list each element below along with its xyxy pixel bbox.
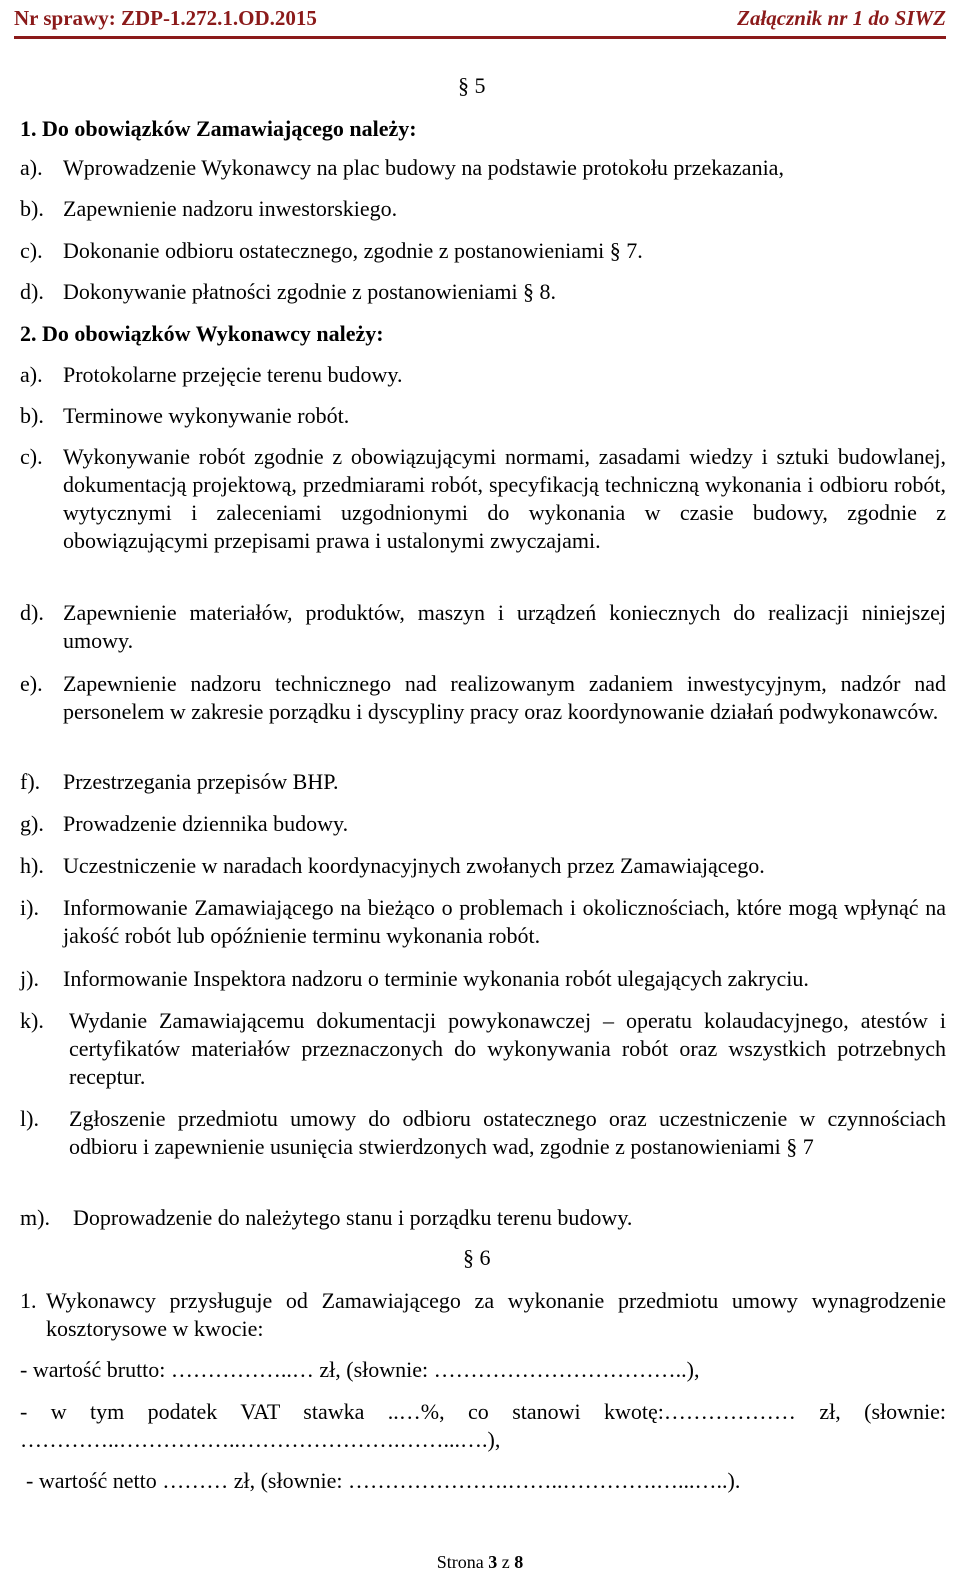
item-text: Informowanie Zamawiającego na bieżąco o problemach i okolicznościach, które mogą wpłynąć na jakość robót lub opóźnienie terminu wykonania robót. <box>63 895 946 948</box>
list-item <box>20 195 946 223</box>
list-item <box>20 852 946 880</box>
item-text: Protokolarne przejęcie terenu budowy. <box>63 362 403 387</box>
list-item <box>20 810 946 838</box>
header-rule <box>14 36 946 39</box>
list-item <box>20 154 946 182</box>
list-item <box>20 278 946 306</box>
item-text: Uczestniczenie w naradach koordynacyjnych zwołanych przez Zamawiającego. <box>63 853 765 878</box>
list-item <box>20 1105 946 1161</box>
item-text: Terminowe wykonywanie robót. <box>63 403 350 428</box>
item-label: c). <box>20 444 43 469</box>
footer-page-number: 3 <box>488 1552 498 1572</box>
footer-prefix: Strona <box>436 1552 484 1572</box>
item-label: a). <box>20 362 43 387</box>
list-item <box>20 443 946 555</box>
section-5-title: § 5 <box>458 73 486 98</box>
list-item <box>20 670 946 726</box>
item-text: Zgłoszenie przedmiotu umowy do odbioru ostatecznego oraz uczestniczenie w czynnościach odbioru i zapewnienie usunięcia stwierdzonych wad, zgodnie z postanowieniami § 7 <box>69 1106 946 1159</box>
item-text: Przestrzegania przepisów BHP. <box>63 769 339 794</box>
item-label: g). <box>20 811 44 836</box>
item-label: a). <box>20 155 43 180</box>
item-text: Wykonawcy przysługuje od Zamawiającego za wykonanie przedmiotu umowy wynagrodzenie kosztorysowe w kwocie: <box>46 1288 946 1341</box>
footer-middle: z <box>501 1552 510 1572</box>
section-5-point-2-heading <box>20 320 384 348</box>
item-label: k). <box>20 1008 44 1033</box>
list-item <box>20 402 946 430</box>
page-footer <box>0 1551 960 1573</box>
section-5-point-1-heading <box>20 115 417 143</box>
item-label: l). <box>20 1106 39 1131</box>
item-text: Wprowadzenie Wykonawcy na plac budowy na podstawie protokołu przekazania, <box>63 155 784 180</box>
item-label: e). <box>20 671 43 696</box>
item-label: f). <box>20 769 41 794</box>
net-value-line: - wartość netto ……… zł, (słownie: ………………….……..………….…...…..). <box>26 1468 741 1493</box>
item-label: j). <box>20 966 39 991</box>
point-heading: Do obowiązków Zamawiającego należy: <box>42 116 417 141</box>
footer-total-pages: 8 <box>514 1552 524 1572</box>
case-number: Nr sprawy: ZDP-1.272.1.OD.2015 <box>14 6 317 30</box>
list-item <box>20 1007 946 1091</box>
item-label: d). <box>20 279 44 304</box>
list-item <box>20 768 946 796</box>
list-item <box>20 1204 946 1232</box>
item-text: Zapewnienie nadzoru inwestorskiego. <box>63 196 398 221</box>
item-text: Wydanie Zamawiającemu dokumentacji powykonawczej – operatu kolaudacyjnego, atestów i certyfikatów materiałów przeznaczonych do wykonywania robót oraz wszystkich potrzebnych receptur. <box>69 1008 946 1089</box>
section-6-title: § 6 <box>463 1245 491 1270</box>
item-text: Informowanie Inspektora nadzoru o terminie wykonania robót ulegających zakryciu. <box>63 966 809 991</box>
item-text: Dokonywanie płatności zgodnie z postanowieniami § 8. <box>63 279 557 304</box>
point-number: 2. <box>20 321 37 346</box>
gross-value-line: - wartość brutto: ……………..… zł, (słownie: ……………………………..), <box>20 1357 700 1382</box>
section-6-point-1 <box>20 1287 946 1343</box>
list-item <box>20 894 946 950</box>
item-text: Dokonanie odbioru ostatecznego, zgodnie z postanowieniami § 7. <box>63 238 643 263</box>
item-label: c). <box>20 238 43 263</box>
item-label: h). <box>20 853 44 878</box>
item-label: i). <box>20 895 39 920</box>
item-text: Zapewnienie materiałów, produktów, maszyn i urządzeń koniecznych do realizacji niniejszej umowy. <box>63 600 946 653</box>
item-text: Prowadzenie dziennika budowy. <box>63 811 349 836</box>
item-label: d). <box>20 600 44 625</box>
item-label: b). <box>20 196 44 221</box>
item-label: 1. <box>20 1288 37 1313</box>
attachment-label: Załącznik nr 1 do SIWZ <box>737 6 946 30</box>
list-item <box>20 965 946 993</box>
point-number: 1. <box>20 116 37 141</box>
item-text: Zapewnienie nadzoru technicznego nad realizowanym zadaniem inwestycyjnym, nadzór nad personelem w zakresie porządku i dyscypliny pracy oraz koordynowanie działań podwykonawców. <box>63 671 946 724</box>
list-item <box>20 237 946 265</box>
item-text: Wykonywanie robót zgodnie z obowiązującymi normami, zasadami wiedzy i sztuki budowlanej, dokumentacją projektową, przedmiarami robót, specyfikacją techniczną wykonania i odbioru robót, wytycznymi i zaleceniami uzgodnionymi do wykonania w czasie budowy, zgodnie z obowiązującymi przepisami prawa i ustalonymi zwyczajami. <box>63 444 946 553</box>
page-header <box>14 6 946 36</box>
vat-line: - w tym podatek VAT stawka ..…%, co stanowi kwotę:……………… zł, (słownie: …………..……………..………………….……...….), <box>20 1399 946 1452</box>
list-item <box>20 361 946 389</box>
item-label: b). <box>20 403 44 428</box>
point-heading: Do obowiązków Wykonawcy należy: <box>42 321 384 346</box>
item-text: Doprowadzenie do należytego stanu i porządku terenu budowy. <box>73 1205 633 1230</box>
list-item <box>20 599 946 655</box>
item-label: m). <box>20 1205 50 1230</box>
